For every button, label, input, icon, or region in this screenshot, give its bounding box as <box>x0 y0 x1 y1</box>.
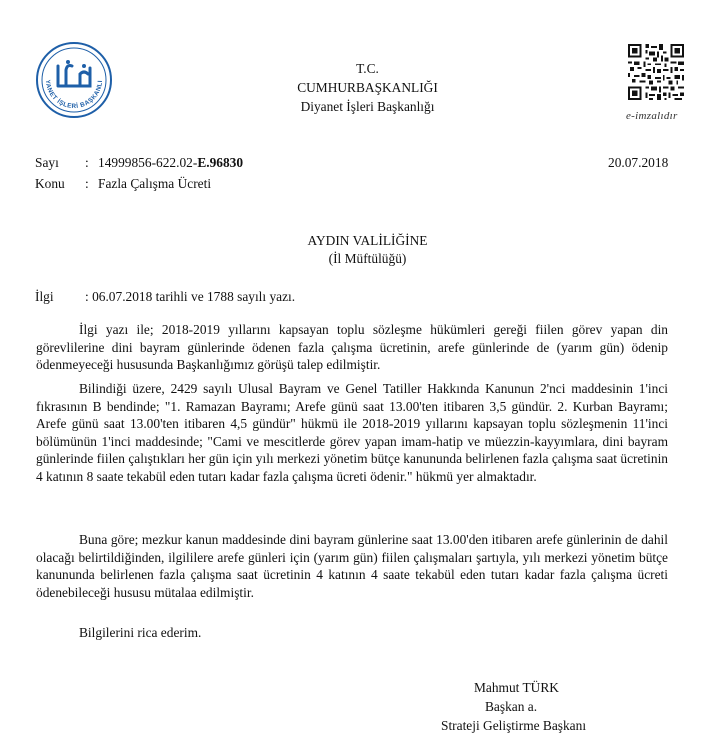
sayi-colon: : <box>85 155 89 170</box>
sayi-value-bold: E.96830 <box>197 155 244 170</box>
body-paragraph-2: Bilindiği üzere, 2429 sayılı Ulusal Bayram ve Genel Tatiller Hakkında Kanunun 2'nci maddesinin 1'inci fıkrasının B bendinde; "1. Ramazan Bayramı; Arefe günü saat 13.00'ten itibaren 3,5 gündür. 2. Kurban Bayramı; Arefe günü saat 13.00'ten itibaren 4,5 gündür" hükmü ile 2018-2019 yıllarını kapsayan toplu sözleşmenin 11'inci bölümünün 1'inci maddesinde; "Cami ve mescitlerde görev yapan imam-hatip ve müezzin-kayyımlara, dini bayram günlerinde fiilen çalıştıkları her gün için yılı merkezi yönetim bütçe kanununda belirlenen fazla çalışma saat ücretinin 4 katının 8 saate tekabül eden tutarı kadar fazla çalışma ücreti ödenir." hükmü yer almaktadır. <box>36 381 668 484</box>
header-tc: T.C. <box>356 61 379 76</box>
konu-value: Fazla Çalışma Ücreti <box>98 176 212 191</box>
document-date: 20.07.2018 <box>608 155 669 170</box>
addressee-title: AYDIN VALİLİĞİNE <box>307 233 428 248</box>
sayi-value-plain: 14999856-622.02- <box>98 155 198 170</box>
addressee-subtitle: (İl Müftülüğü) <box>328 251 407 266</box>
body-paragraph-4: Bilgilerini rica ederim. <box>79 625 202 640</box>
sayi-value <box>98 155 243 171</box>
diyanet-logo <box>34 40 114 120</box>
svg-text:DİYANET İŞLERİ BAŞKANLIĞI <box>34 40 104 110</box>
signatory-title-2: Strateji Geliştirme Başkanı <box>441 718 587 733</box>
header-presidency: CUMHURBAŞKANLIĞI <box>297 80 438 95</box>
sayi-label: Sayı <box>35 155 59 170</box>
konu-label: Konu <box>35 176 65 191</box>
signatory-title-1: Başkan a. <box>485 699 538 714</box>
body-paragraph-1: İlgi yazı ile; 2018-2019 yıllarını kapsayan toplu sözleşme hükümleri gereği fiilen görev yapan din görevlilerine dini bayram günlerinde ödenen fazla çalışma ücretinin, arefe günlerinde de (yarım gün) ödenip ödenmeyeceği hususunda Başkanlığımız görüşü talep edilmiştir. <box>36 322 668 373</box>
konu-colon: : <box>85 176 89 191</box>
ilgi-label: İlgi <box>35 289 54 304</box>
ilgi-text: : 06.07.2018 tarihli ve 1788 sayılı yazı. <box>85 289 296 304</box>
e-signature-note: e-imzalıdır <box>626 110 678 122</box>
logo-arc-text: YANET İŞLERİ BAŞKANLI <box>43 79 105 111</box>
signatory-name: Mahmut TÜRK <box>474 680 559 695</box>
header-institution: Diyanet İşleri Başkanlığı <box>300 99 435 114</box>
qr-code <box>628 44 684 100</box>
body-paragraph-3: Buna göre; mezkur kanun maddesinde dini bayram günlerine saat 13.00'den itibaren arefe günlerinin de dahil olacağı belirtildiğinden, ilgililere arefe günleri için (yarım gün) fiilen çalışmaları şartıyla, yılı merkezi yönetim bütçe kanununda belirlenen fazla çalışma saat ücretinin 4 katının 4 saate tekabül eden tutarı kadar fazla çalışma ücreti ödenebileceği hususu mütalaa edilmiştir. <box>36 532 668 600</box>
